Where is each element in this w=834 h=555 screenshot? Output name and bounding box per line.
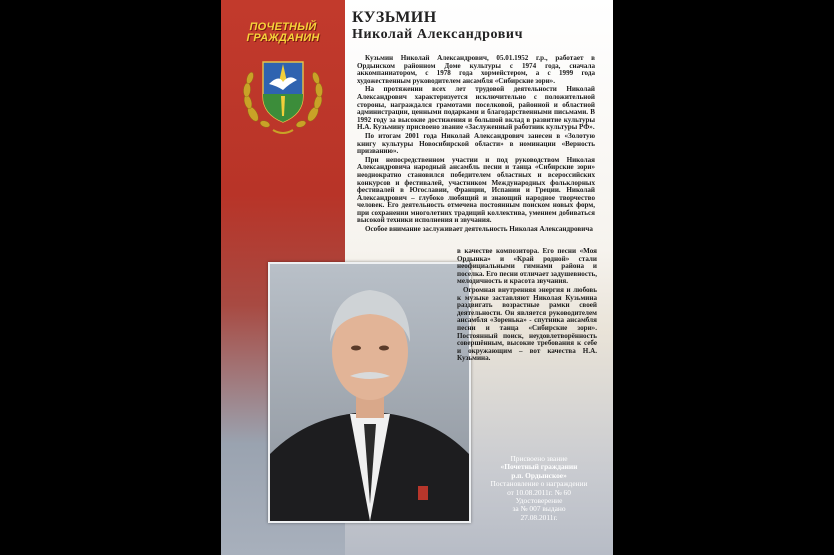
biography-paragraph: Особое внимание заслуживает деятельность Николая Александровича xyxy=(365,225,593,234)
person-surname: КУЗЬМИН xyxy=(352,9,437,26)
emblem-title-line1: ПОЧЕТНЫЙ xyxy=(249,21,317,33)
award-line: за № 007 выдано xyxy=(512,504,566,514)
biography-paragraph: На протяжении всех лет трудовой деятельности Николай Александрович характеризуется исключительно с положительной стороны, награждался грамотами поселковой, районной и областной администрации, ценными подарками и благодарственными письмами. В 1992 году за высокие достижения и большой вклад в развитие культуры Н.А. Кузьмину присвоено звание «Заслуженный работник культуры РФ». xyxy=(357,85,595,132)
portrait-photo-icon xyxy=(270,264,469,521)
award-place: р.п. Ордынское» xyxy=(511,470,567,480)
biography-paragraph: При непосредственном участии и под руководством Николая Александровича народный ансамбль песни и танца «Сибирские зори» неоднократно становился победителем областных и всероссийских конкурсов и фестивалей, участником Международных фольклорных фестивалей в Югославии, Франции, Испании и Греции. Николай Александрович – глубоко любящий и знающий народное творчество человек. Его деятельность отмечена постоянным поиском новых форм, при сохранении многолетних традиций коллектива, умением добиваться высокой техники исполнения и звучания. xyxy=(357,155,595,225)
poster xyxy=(221,0,613,555)
biography-text xyxy=(357,55,595,235)
award-title: «Почетный гражданин xyxy=(500,462,578,472)
emblem-title xyxy=(231,22,335,44)
ordynsk-coat-of-arms-icon xyxy=(233,44,333,140)
portrait-photo xyxy=(268,262,471,523)
left-black-margin xyxy=(0,0,221,555)
side-paragraph: в качестве композитора. Его песни «Моя Ордынка» и «Край родной» стали неофициальными гимнами района и поселка. Его песни отличает задушевность, мелодичность и красота звучания. xyxy=(457,247,597,286)
award-line: от 10.08.2011г. № 60 xyxy=(507,487,571,497)
award-line: Постановление о награждении xyxy=(490,479,588,489)
side-text xyxy=(457,248,597,364)
emblem-title-line2: ГРАЖДАНИН xyxy=(246,32,320,44)
biography-paragraph: По итогам 2001 года Николай Александрович занесен в «Золотую книгу культуры Новосибирской области» в номинации «Верность призванию». xyxy=(357,131,595,156)
person-name: Николай Александрович xyxy=(352,27,524,42)
side-paragraph: Огромная внутренняя энергия и любовь к музыке заставляют Николая Кузьмина раздвигать возрастные рамки своей деятельности. Он является руководителем ансамбля «Зоренька» - спутника ансамбля песни и танца «Сибирские зори». Постоянный поиск, неудовлетворённость совершённым, высокие требования к себе и окружающим – вот качества Н.А. Кузьмина. xyxy=(457,285,597,363)
award-line: Присвоено звание xyxy=(510,454,568,463)
biography-paragraph: Кузьмин Николай Александрович, 05.01.1952 г.р., работает в Ордынском районном Доме культуры с 1974 года, сначала аккомпаниатором, с 1978 года хормейстером, а с 1999 года художественным руководителем ансамбля «Сибирские зори». xyxy=(357,54,595,85)
award-info xyxy=(479,455,599,522)
award-line: 27.08.2011г. xyxy=(520,512,558,522)
award-line: Удостоверение xyxy=(515,496,563,506)
